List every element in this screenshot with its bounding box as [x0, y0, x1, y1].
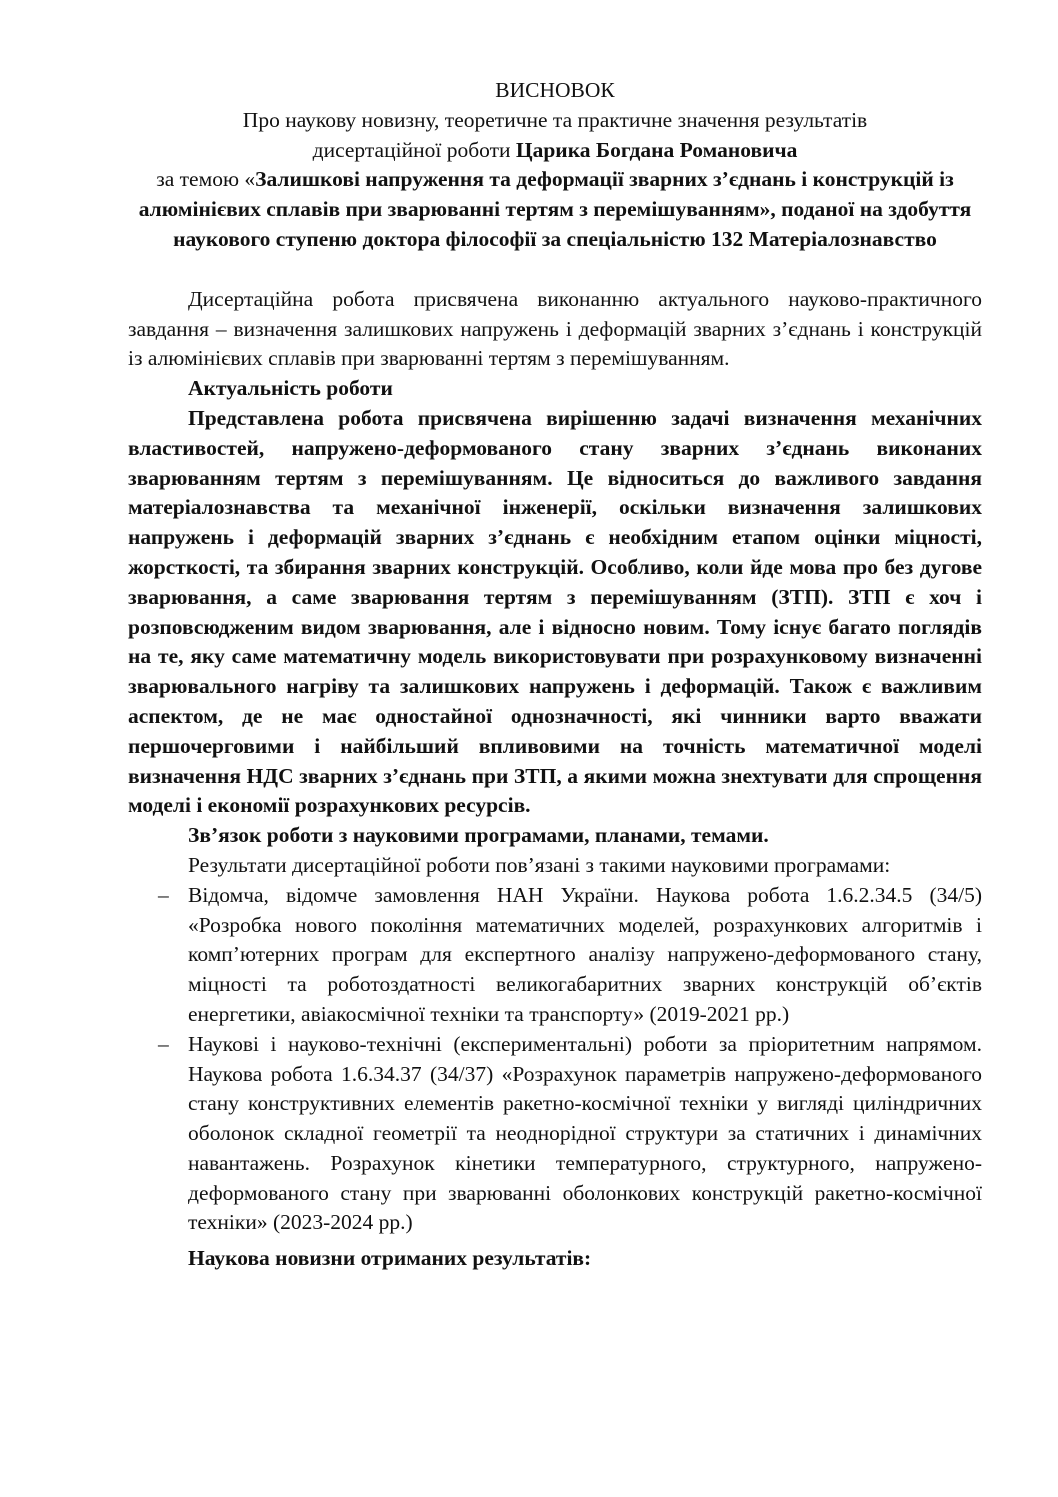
spacer — [128, 255, 982, 285]
relevance-heading: Актуальність роботи — [188, 376, 393, 401]
relevance-paragraph: Представлена робота присвячена вирішенню задачі визначення механічних властивостей, напружено-деформованого стану зварних з’єднань виконаних зварюванням тертям з перемішуванням. Це відноситься до важливого завдання матеріалознавства та механічної інженерії, оскільки визначення залишкових напружень і деформацій зварних з’єднань є необхідним етапом оцінки міцності, жорсткості, та збирання зварних конструкцій. Особливо, коли йде мова про без дугове зварювання, а саме зварювання тертям з перемішуванням (ЗТП). ЗТП є хоч і розповсюдженим видом зварювання, але і відносно новим. Тому існує багато поглядів на те, яку саме математичну модель використовувати при розрахунковому визначенні зварювального нагріву та залишкових напружень і деформацій. Також є важливим аспектом, де не має одностайної однозначності, які чинники варто вважати першочерговими і найбільший впливовими на точність математичної моделі визначення НДС зварних з’єднань при ЗТП, а якими можна знехтувати для спрощення моделі і економії розрахункових ресурсів. — [128, 405, 982, 818]
subtitle-line: Про наукову новизну, теоретичне та практичне значення результатів — [242, 107, 868, 132]
programs-intro: Результати дисертаційної роботи пов’язані з такими науковими програмами: — [188, 852, 891, 877]
document-title: ВИСНОВОК — [495, 78, 615, 102]
topic-suffix: », поданої на — [759, 197, 889, 222]
programs-list — [128, 881, 982, 1239]
dash-bullet: – — [158, 882, 169, 907]
novelty-heading: Наукова новизни отриманих результатів: — [188, 1246, 592, 1271]
degree-line: здобуття наукового ступеню доктора філософії за спеціальністю 132 Матеріалознавство — [173, 197, 972, 251]
intro-paragraph: Дисертаційна робота присвячена виконанню актуального науково-практичного завдання – визначення залишкових напружень і деформацій зварних з’єднань і конструкцій із алюмінієвих сплавів при зварюванні тертям з перемішуванням. — [128, 286, 982, 371]
list-item — [128, 881, 982, 1030]
programs-heading: Зв’язок роботи з науковими програмами, планами, темами. — [188, 823, 769, 848]
topic-prefix: за темою « — [156, 167, 256, 192]
program-item-text: Відомча, відомче замовлення НАН України. Наукова робота 1.6.2.34.5 (34/5) «Розробка нового покоління математичних моделей, розрахункових алгоритмів і комп’ютерних програм для експертного аналізу напружено-деформованого стану, міцності та роботоздатності великогабаритних зварних конструкцій об’єктів енергетики, авіакосмічної техніки та транспорту» (2019-2021 рр.) — [188, 882, 982, 1026]
topic-block — [128, 165, 982, 254]
dissertation-topic: Залишкові напруження та деформації зварних з’єднань і конструкцій із алюмінієвих сплавів при зварюванні тертям з перемішуванням — [138, 167, 954, 222]
list-item — [128, 1030, 982, 1239]
dash-bullet: – — [158, 1031, 169, 1056]
author-name: Царика Богдана Романовича — [515, 137, 798, 162]
subtitle-author-line — [128, 136, 982, 166]
document-content — [128, 76, 982, 1274]
subtitle-prefix: дисертаційної роботи — [312, 137, 516, 162]
program-item-text: Наукові і науково-технічні (експериментальні) роботи за пріоритетним напрямом. Наукова робота 1.6.34.37 (34/37) «Розрахунок параметрів напружено-деформованого стану конструктивних елементів ракетно-космічної техніки у вигляді циліндричних оболонок складної геометрії та неоднорідної структури за статичних і динамічних навантажень. Розрахунок кінетики температурного, структурного, напружено-деформованого стану при зварюванні оболонкових конструкцій ракетно-космічної техніки» (2023-2024 рр.) — [188, 1031, 982, 1235]
